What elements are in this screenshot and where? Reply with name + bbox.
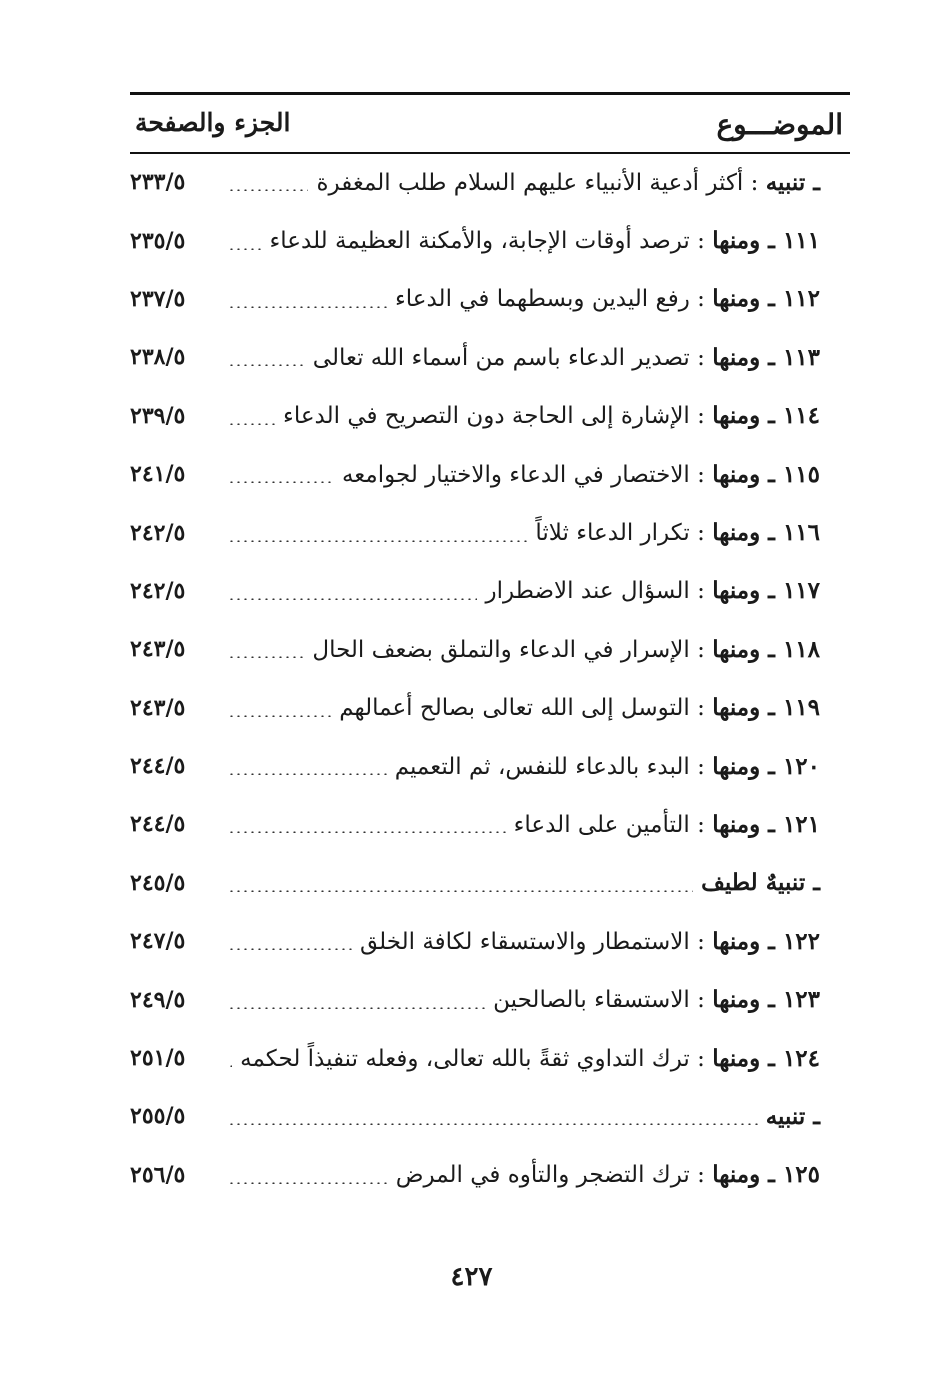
entry-text: تصدير الدعاء باسم من أسماء الله تعالى (312, 344, 690, 371)
toc-entry (130, 679, 820, 737)
page-number: ٤٢٧ (450, 1262, 493, 1292)
toc-entries (130, 153, 820, 1204)
dot-leader (228, 306, 387, 308)
entry-title (514, 811, 820, 838)
entry-page-ref: ٢٤٧/٥ (130, 928, 186, 955)
entry-separator: : (689, 578, 713, 605)
entry-page-ref: ٢٣٥/٥ (130, 227, 186, 254)
entry-title (766, 1103, 820, 1130)
toc-entry (130, 912, 820, 970)
toc-entry (130, 503, 820, 561)
toc-entry (130, 562, 820, 620)
toc-entry (130, 153, 820, 211)
dot-leader (228, 890, 693, 892)
dot-leader (228, 423, 275, 425)
entry-separator: : (689, 286, 713, 313)
entry-page-ref: ٢٣٨/٥ (130, 344, 186, 371)
entry-title (240, 1045, 820, 1072)
entry-title (535, 519, 820, 546)
entry-text: البدء بالدعاء للنفس، ثم التعميم (394, 753, 690, 780)
dot-leader (228, 948, 352, 950)
entry-text: الإسرار في الدعاء والتملق بضعف الحال (312, 636, 690, 663)
toc-entry (130, 270, 820, 328)
entry-title (283, 402, 820, 429)
entry-lead: ـ ومنها (712, 402, 783, 430)
toc-entry (130, 1146, 820, 1204)
dot-leader (228, 1182, 388, 1184)
entry-lead: ـ ومنها (712, 519, 783, 547)
dot-leader (228, 1007, 485, 1009)
entry-text: ترك التضجر والتأوه في المرض (395, 1162, 690, 1189)
entry-number: ١٢٤ (782, 1044, 820, 1072)
entry-number: ١٢٥ (782, 1161, 820, 1189)
dot-leader (228, 1065, 232, 1067)
entry-title (342, 461, 820, 488)
entry-lead: ـ ومنها (712, 752, 783, 780)
entry-separator: : (689, 520, 713, 547)
entry-lead: ـ ومنها (712, 343, 783, 371)
entry-text: التأمين على الدعاء (513, 811, 690, 838)
entry-title (313, 344, 820, 371)
entry-lead: ـ ومنها (712, 227, 783, 255)
toc-entry (130, 211, 820, 269)
entry-text: الاختصار في الدعاء والاختيار لجوامعه (341, 461, 690, 488)
entry-page-ref: ٢٤٢/٥ (130, 519, 186, 546)
toc-entry (130, 854, 820, 912)
entry-number: ١٢٠ (782, 752, 820, 780)
entry-lead: ـ تنبيه (765, 1102, 820, 1130)
page-column-header: الجزء والصفحة (135, 108, 291, 137)
entry-title (360, 928, 820, 955)
toc-entry (130, 1029, 820, 1087)
dot-leader (228, 715, 331, 717)
dot-leader (228, 831, 506, 833)
toc-entry (130, 328, 820, 386)
entry-separator: : (689, 636, 713, 663)
dot-leader (228, 540, 527, 542)
entry-lead: ـ ومنها (712, 927, 783, 955)
toc-entry (130, 970, 820, 1028)
dot-leader (228, 773, 387, 775)
entry-page-ref: ٢٤١/٥ (130, 461, 186, 488)
entry-lead: ـ ومنها (712, 1161, 783, 1189)
entry-number: ١٢٣ (782, 986, 820, 1014)
entry-page-ref: ٢٤٥/٥ (130, 869, 186, 896)
dot-leader (228, 364, 305, 366)
entry-text: أكثر أدعية الأنبياء عليهم السلام طلب المغفرة (316, 169, 744, 196)
entry-page-ref: ٢٥٦/٥ (130, 1161, 186, 1188)
entry-title (395, 753, 820, 780)
entry-lead: ـ ومنها (712, 285, 783, 313)
entry-lead: ـ ومنها (712, 694, 783, 722)
entry-separator: : (689, 344, 713, 371)
entry-page-ref: ٢٤٣/٥ (130, 694, 186, 721)
entry-lead: ـ تنبيه (765, 168, 820, 196)
entry-text: ترصد أوقات الإجابة، والأمكنة العظيمة للدعاء (269, 228, 690, 255)
entry-number: ١٢٢ (782, 927, 820, 955)
dot-leader (228, 598, 477, 600)
toc-entry (130, 387, 820, 445)
entry-number: ١١١ (782, 227, 820, 255)
entry-text: رفع اليدين وبسطهما في الدعاء (394, 286, 690, 313)
entry-lead: ـ ومنها (712, 986, 783, 1014)
entry-separator: : (689, 753, 713, 780)
entry-title (485, 577, 820, 604)
entry-page-ref: ٢٤٤/٥ (130, 753, 186, 780)
entry-number: ١١٢ (782, 285, 820, 313)
entry-text: ترك التداوي ثقةً بالله تعالى، وفعله تنفيذاً لحكمه (240, 1045, 690, 1072)
entry-page-ref: ٢٣٣/٥ (130, 169, 186, 196)
entry-number: ١١٤ (782, 402, 820, 430)
entry-text: تكرار الدعاء ثلاثاً (535, 520, 690, 547)
entry-separator: : (689, 928, 713, 955)
entry-page-ref: ٢٤٩/٥ (130, 986, 186, 1013)
entry-separator: : (689, 228, 713, 255)
top-rule (130, 92, 850, 95)
entry-title (312, 636, 820, 663)
entry-separator: : (689, 461, 713, 488)
entry-text: السؤال عند الاضطرار (485, 578, 690, 605)
entry-number: ١١٨ (782, 635, 820, 663)
entry-title (339, 694, 820, 721)
entry-separator: : (689, 1162, 713, 1189)
entry-title (395, 285, 820, 312)
entry-title (269, 227, 820, 254)
toc-entry (130, 445, 820, 503)
entry-lead: ـ ومنها (712, 577, 783, 605)
dot-leader (228, 189, 308, 191)
entry-number: ١١٩ (782, 694, 820, 722)
entry-title (396, 1161, 820, 1188)
dot-leader (228, 248, 261, 250)
entry-page-ref: ٢٥١/٥ (130, 1045, 186, 1072)
entry-title (316, 169, 820, 196)
entry-lead: ـ ومنها (712, 460, 783, 488)
entry-separator: : (689, 403, 713, 430)
dot-leader (228, 481, 334, 483)
entry-page-ref: ٢٣٧/٥ (130, 285, 186, 312)
entry-page-ref: ٢٤٤/٥ (130, 811, 186, 838)
entry-lead: ـ ومنها (712, 635, 783, 663)
entry-number: ١٢١ (782, 810, 820, 838)
entry-number: ١١٧ (782, 577, 820, 605)
entry-title (701, 869, 820, 896)
entry-lead: ـ ومنها (712, 810, 783, 838)
entry-separator: : (689, 1045, 713, 1072)
entry-number: ١١٦ (782, 519, 820, 547)
entry-number: ١١٣ (782, 343, 820, 371)
dot-leader (228, 656, 304, 658)
entry-text: الاستسقاء بالصالحين (493, 987, 690, 1014)
entry-lead: ـ تنبيهٌ لطيف (701, 869, 820, 897)
entry-text: الاستمطار والاستسقاء لكافة الخلق (360, 928, 690, 955)
entry-page-ref: ٢٤٣/٥ (130, 636, 186, 663)
entry-lead: ـ ومنها (712, 1044, 783, 1072)
entry-page-ref: ٢٤٢/٥ (130, 577, 186, 604)
entry-text: التوسل إلى الله تعالى بصالح أعمالهم (339, 695, 690, 722)
entry-separator: : (689, 811, 713, 838)
toc-entry (130, 620, 820, 678)
entry-number: ١١٥ (782, 460, 820, 488)
dot-leader (228, 1123, 758, 1125)
toc-entry (130, 1087, 820, 1145)
entry-page-ref: ٢٥٥/٥ (130, 1103, 186, 1130)
entry-separator: : (689, 987, 713, 1014)
entry-page-ref: ٢٣٩/٥ (130, 402, 186, 429)
entry-separator: : (743, 169, 766, 196)
entry-text: الإشارة إلى الحاجة دون التصريح في الدعاء (283, 403, 690, 430)
topic-column-header: الموضـــوع (716, 108, 843, 141)
entry-title (493, 986, 820, 1013)
entry-separator: : (689, 695, 713, 722)
toc-entry (130, 795, 820, 853)
toc-entry (130, 737, 820, 795)
